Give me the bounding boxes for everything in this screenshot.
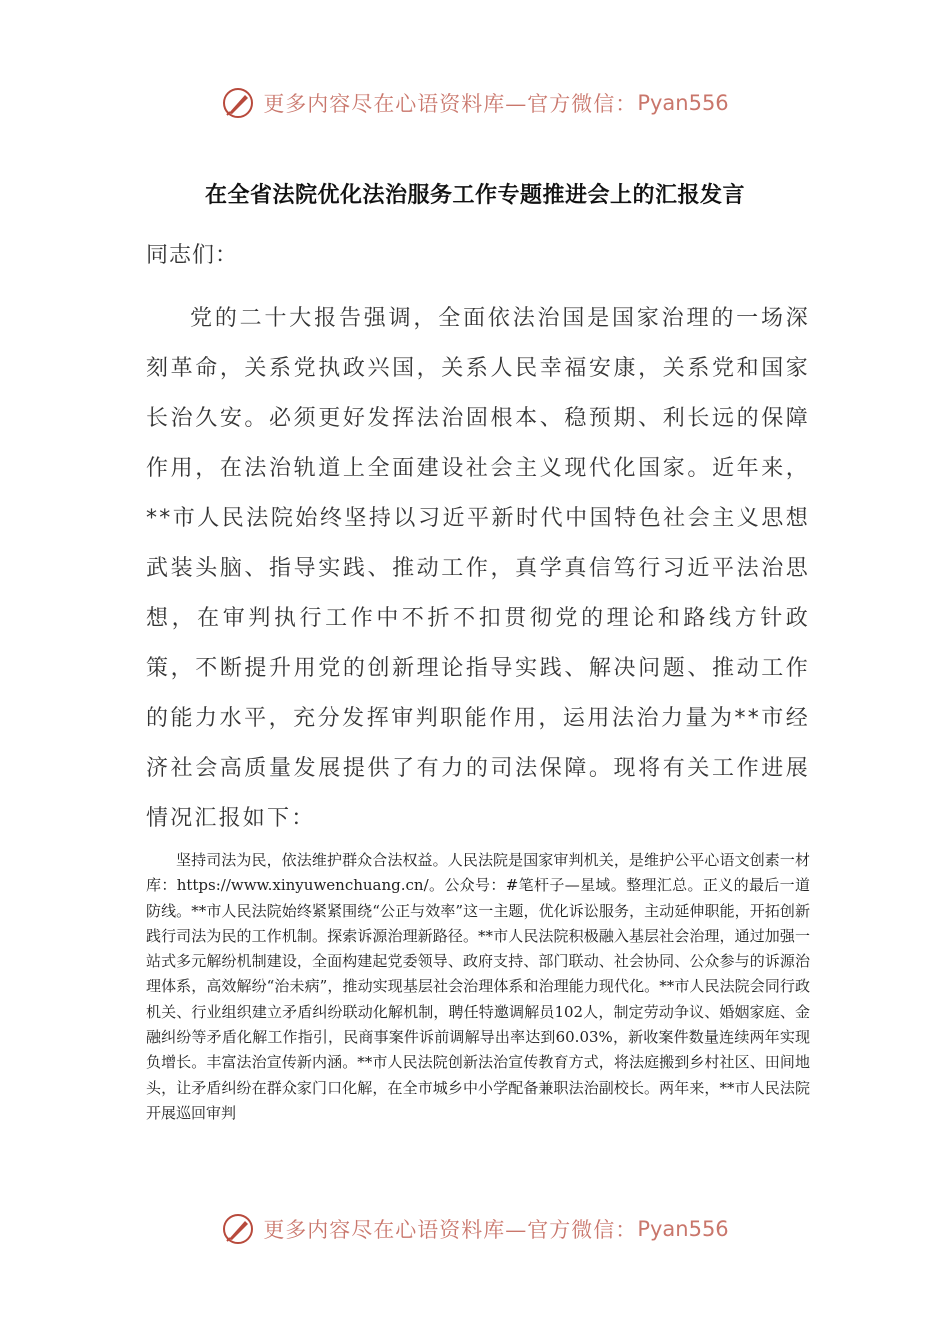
quill-logo-icon [221,86,255,120]
watermark-footer [0,1212,950,1246]
paragraph-intro: 党的二十大报告强调，全面依法治国是国家治理的一场深刻革命，关系党执政兴国，关系人民幸福安康，关系党和国家长治久安。必须更好发挥法治固根本、稳预期、利长远的保障作用，在法治轨道上全面建设社会主义现代化国家。近年来，**市人民法院始终坚持以习近平新时代中国特色社会主义思想武装头脑、指导实践、推动工作，真学真信笃行习近平法治思想，在审判执行工作中不折不扣贯彻党的理论和路线方针政策，不断提升用党的创新理论指导实践、解决问题、推动工作的能力水平，充分发挥审判职能作用，运用法治力量为**市经济社会高质量发展提供了有力的司法保障。现将有关工作进展情况汇报如下： [146,306,810,831]
watermark-text: 更多内容尽在心语资料库—官方微信： [263,92,638,116]
watermark-header [0,86,950,120]
watermark-code: Pyan556 [637,1217,729,1241]
greeting: 同志们： [146,243,239,268]
watermark-code: Pyan556 [637,91,729,115]
quill-logo-icon [221,1212,255,1246]
watermark-text: 更多内容尽在心语资料库—官方微信： [263,1218,638,1242]
paragraph-section-1: 坚持司法为民，依法维护群众合法权益。人民法院是国家审判机关，是维护公平心语文创素一材库：https://www.xinyuwenchuang.cn/。公众号：#笔杆子—星域。整理汇总。正义的最后一道防线。**市人民法院始终紧紧围绕“公正与效率”这一主题，优化诉讼服务，主动延伸职能，开拓创新践行司法为民的工作机制。探索诉源治理新路径。**市人民法院积极融入基层社会治理，通过加强一站式多元解纷机制建设，全面构建起党委领导、政府支持、部门联动、社会协同、公众参与的诉源治理体系，高效解纷“治未病”，推动实现基层社会治理体系和治理能力现代化。**市人民法院会同行政机关、行业组织建立矛盾纠纷联动化解机制，聘任特邀调解员102人，制定劳动争议、婚姻家庭、金融纠纷等矛盾化解工作指引，民商事案件诉前调解导出率达到60.03%，新收案件数量连续两年实现负增长。丰富法治宣传新内涵。**市人民法院创新法治宣传教育方式，将法庭搬到乡村社区、田间地头，让矛盾纠纷在群众家门口化解，在全市城乡中小学配备兼职法治副校长。两年来，**市人民法院开展巡回审判 [146,851,810,1122]
document-title: 在全省法院优化法治服务工作专题推进会上的汇报发言 [204,183,745,208]
